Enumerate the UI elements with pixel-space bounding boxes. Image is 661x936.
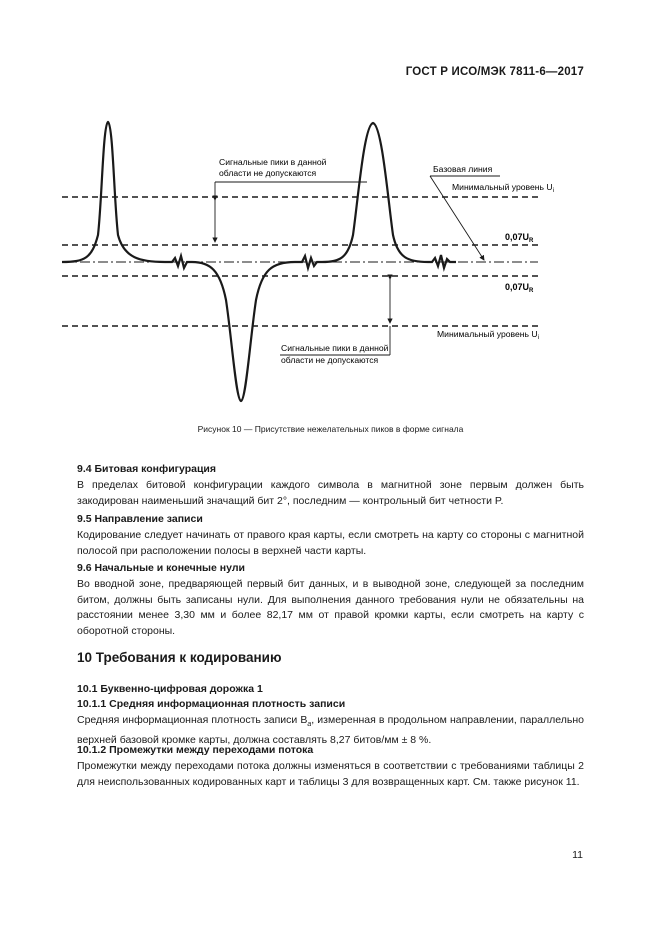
section-9-5-text: Кодирование следует начинать от правого края карты, если смотреть на карту со стороны с магнитной полосой при расположении полосы в верхней части карты.: [77, 529, 584, 557]
min-level-lower-label: Минимальный уровень $U_i$: [437, 329, 539, 341]
section-10-title: 10 Требования к кодированию: [77, 650, 282, 665]
upper-no-peaks-label-1: Сигнальные пики в данной: [219, 157, 327, 167]
lower-no-peaks-label-1: Сигнальные пики в данной: [281, 343, 389, 353]
section-10-1-2-text: Промежутки между переходами потока должны изменяться в соответствии с требованиями таблицы 2 для неиспользованных кодированных карт и таблицы 3 для возвращенных карт. См. также рисунок 11.: [77, 760, 584, 788]
section-10-1-2-title: 10.1.2 Промежутки между переходами потока: [77, 744, 314, 756]
threshold-lower-label: $0,07U_R$: [505, 282, 534, 294]
signal-waveform-figure: [0, 0, 661, 420]
section-9-4-title: 9.4 Битовая конфигурация: [77, 463, 217, 475]
section-10-1-title: 10.1 Буквенно-цифровая дорожка 1: [77, 683, 263, 695]
figure-caption: Рисунок 10 — Присутствие нежелательных пиков в форме сигнала: [197, 424, 464, 434]
document-code: ГОСТ Р ИСО/МЭК 7811-6—2017: [405, 66, 584, 78]
baseline-label: Базовая линия: [433, 164, 493, 174]
threshold-upper-label: $0,07U_R$: [505, 232, 534, 244]
page-number: 11: [572, 849, 583, 861]
section-9-4-text: В пределах битовой конфигурации каждого символа в магнитной зоне первым должен быть закодирован наименьший значащий бит 2°, последним — контрольный бит четности P.: [77, 479, 584, 507]
section-9-6-text: Во вводной зоне, предваряющей первый бит данных, и в выводной зоне, следующей за последним битом, должны быть записаны нули. Для выполнения данного требования нули не обязательны на расстоянии менее 3,30 мм и более 82,17 мм от правой кромки карты, если смотреть на карту с оборотной стороны.: [77, 578, 584, 637]
section-9-6-title: 9.6 Начальные и конечные нули: [77, 562, 245, 574]
min-level-upper-label: Минимальный уровень $U_i$: [452, 182, 554, 194]
section-9-5-title: 9.5 Направление записи: [77, 513, 203, 525]
upper-no-peaks-label-2: области не допускаются: [219, 168, 317, 178]
lower-no-peaks-label-2: области не допускаются: [281, 355, 379, 365]
section-10-1-1-text: Средняя информационная плотность записи $B_a$, измеренная в продольном направлении, параллельно верхней базовой кромке карты, должна составлять 8,27 битов/мм ± 8 %.: [77, 714, 585, 746]
section-10-1-1-title: 10.1.1 Средняя информационная плотность записи: [77, 698, 346, 710]
